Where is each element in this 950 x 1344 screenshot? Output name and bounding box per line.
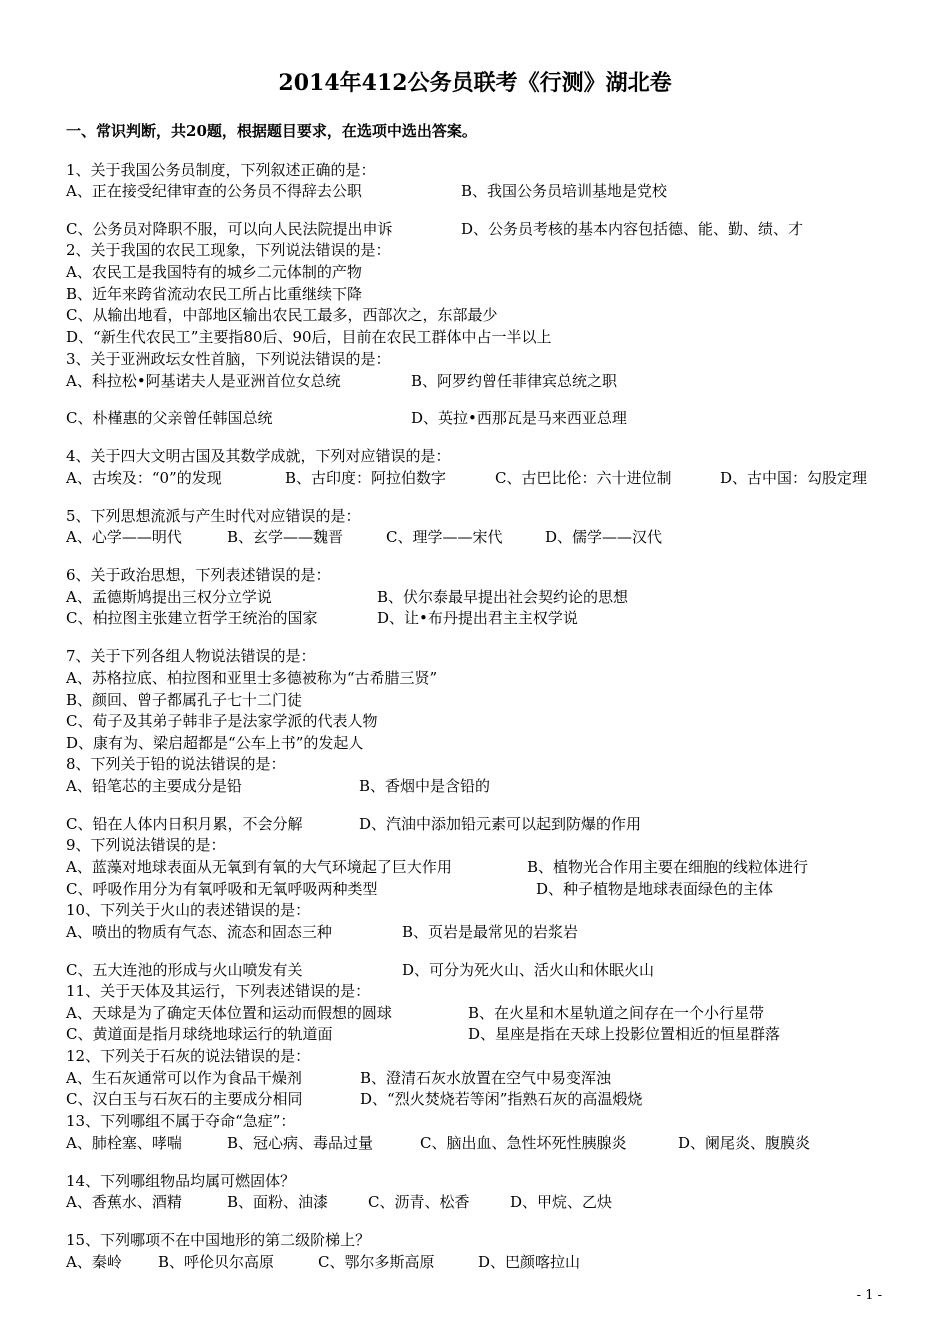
question-option: D、康有为、梁启超都是“公车上书”的发起人 <box>66 734 364 752</box>
question-option: D、英拉•西那瓦是马来西亚总理 <box>411 409 627 427</box>
question-option: B、面粉、油漆 <box>227 1193 329 1211</box>
question-option: D、儒学——汉代 <box>545 528 663 546</box>
question-option: D、种子植物是地球表面绿色的主体 <box>536 880 774 898</box>
question-stem: 3、关于亚洲政坛女性首脑，下列说法错误的是： <box>66 350 391 368</box>
question-option: A、农民工是我国特有的城乡二元体制的产物 <box>66 263 362 281</box>
question-option: C、呼吸作用分为有氧呼吸和无氧呼吸两种类型 <box>66 880 378 898</box>
question-option: D、甲烷、乙炔 <box>510 1193 613 1211</box>
question-option: B、伏尔泰最早提出社会契约论的思想 <box>377 588 629 606</box>
question-option: C、汉白玉与石灰石的主要成分相同 <box>66 1090 303 1108</box>
page-title: 2014年412公务员联考《行测》湖北卷 <box>278 70 672 96</box>
question-option: C、公务员对降职不服，可以向人民法院提出申诉 <box>66 220 393 238</box>
question-stem: 13、下列哪组不属于夺命“急症”： <box>66 1112 296 1130</box>
question-stem: 1、关于我国公务员制度，下列叙述正确的是： <box>66 161 376 179</box>
question-option: C、朴槿惠的父亲曾任韩国总统 <box>66 409 273 427</box>
question-option: D、阑尾炎、腹膜炎 <box>678 1134 811 1152</box>
question-option: D、公务员考核的基本内容包括德、能、勤、绩、才 <box>461 220 804 238</box>
question-option: B、植物光合作用主要在细胞的线粒体进行 <box>527 858 809 876</box>
question-option: B、呼伦贝尔高原 <box>158 1253 275 1271</box>
question-stem: 7、关于下列各组人物说法错误的是： <box>66 647 316 665</box>
question-option: A、正在接受纪律审查的公务员不得辞去公职 <box>66 182 362 200</box>
question-option: B、澄清石灰水放置在空气中易变浑浊 <box>360 1069 612 1087</box>
question-option: C、古巴比伦：六十进位制 <box>495 469 672 487</box>
page-number: - 1 - <box>856 1288 882 1303</box>
question-stem: 6、关于政治思想，下列表述错误的是： <box>66 566 331 584</box>
question-option: C、从输出地看，中部地区输出农民工最多，西部次之，东部最少 <box>66 306 498 324</box>
question-option: D、星座是指在天球上投影位置相近的恒星群落 <box>468 1025 781 1043</box>
question-option: B、近年来跨省流动农民工所占比重继续下降 <box>66 285 363 303</box>
question-option: A、苏格拉底、柏拉图和亚里士多德被称为“古希腊三贤” <box>66 669 438 687</box>
question-option: A、科拉松•阿基诺夫人是亚洲首位女总统 <box>66 372 341 390</box>
question-stem: 12、下列关于石灰的说法错误的是： <box>66 1047 311 1065</box>
question-option: D、“烈火焚烧若等闲”指熟石灰的高温煅烧 <box>360 1090 643 1108</box>
question-option: C、脑出血、急性坏死性胰腺炎 <box>420 1134 627 1152</box>
question-option: D、古中国：勾股定理 <box>720 469 868 487</box>
question-option: A、生石灰通常可以作为食品干燥剂 <box>66 1069 302 1087</box>
question-option: C、铅在人体内日积月累，不会分解 <box>66 815 303 833</box>
question-option: A、喷出的物质有气态、流态和固态三种 <box>66 923 332 941</box>
question-option: D、可分为死火山、活火山和休眠火山 <box>402 961 655 979</box>
question-option: D、让•布丹提出君主主权学说 <box>377 609 578 627</box>
question-option: C、柏拉图主张建立哲学王统治的国家 <box>66 609 318 627</box>
question-option: A、天球是为了确定天体位置和运动而假想的圆球 <box>66 1004 392 1022</box>
question-option: B、香烟中是含铅的 <box>359 777 491 795</box>
question-option: C、黄道面是指月球绕地球运行的轨道面 <box>66 1025 333 1043</box>
question-option: C、荀子及其弟子韩非子是法家学派的代表人物 <box>66 712 378 730</box>
question-stem: 2、关于我国的农民工现象，下列说法错误的是： <box>66 241 391 259</box>
question-option: B、在火星和木星轨道之间存在一个小行星带 <box>468 1004 765 1022</box>
question-option: A、孟德斯鸠提出三权分立学说 <box>66 588 272 606</box>
question-option: C、五大连池的形成与火山喷发有关 <box>66 961 303 979</box>
question-option: A、心学——明代 <box>66 528 182 546</box>
question-option: B、页岩是最常见的岩浆岩 <box>402 923 579 941</box>
question-stem: 15、下列哪项不在中国地形的第二级阶梯上？ <box>66 1231 371 1249</box>
question-option: D、巴颜喀拉山 <box>478 1253 581 1271</box>
question-stem: 4、关于四大文明古国及其数学成就，下列对应错误的是： <box>66 447 451 465</box>
question-option: A、古埃及：“0”的发现 <box>66 469 222 487</box>
question-option: C、鄂尔多斯高原 <box>318 1253 435 1271</box>
question-option: D、汽油中添加铅元素可以起到防爆的作用 <box>359 815 642 833</box>
question-stem: 14、下列哪组物品均属可燃固体？ <box>66 1172 296 1190</box>
question-option: C、理学——宋代 <box>386 528 503 546</box>
question-option: B、我国公务员培训基地是党校 <box>461 182 668 200</box>
question-option: B、古印度：阿拉伯数字 <box>285 469 447 487</box>
question-option: B、玄学——魏晋 <box>227 528 344 546</box>
question-option: A、铅笔芯的主要成分是铅 <box>66 777 242 795</box>
question-stem: 10、下列关于火山的表述错误的是： <box>66 901 311 919</box>
question-option: C、沥青、松香 <box>368 1193 470 1211</box>
question-option: A、蓝藻对地球表面从无氧到有氧的大气环境起了巨大作用 <box>66 858 452 876</box>
question-option: A、香蕉水、酒精 <box>66 1193 182 1211</box>
question-option: A、秦岭 <box>66 1253 122 1271</box>
question-option: B、阿罗约曾任菲律宾总统之职 <box>411 372 618 390</box>
question-option: D、“新生代农民工”主要指80后、90后，目前在农民工群体中占一半以上 <box>66 328 552 346</box>
question-option: B、颜回、曾子都属孔子七十二门徒 <box>66 691 303 709</box>
question-stem: 5、下列思想流派与产生时代对应错误的是： <box>66 507 361 525</box>
question-option: B、冠心病、毒品过量 <box>227 1134 374 1152</box>
question-stem: 9、下列说法错误的是： <box>66 836 226 854</box>
question-stem: 11、关于天体及其运行，下列表述错误的是： <box>66 982 371 1000</box>
question-stem: 8、下列关于铅的说法错误的是： <box>66 755 286 773</box>
question-option: A、肺栓塞、哮喘 <box>66 1134 182 1152</box>
section-heading: 一、常识判断，共20题，根据题目要求，在选项中选出答案。 <box>66 122 477 140</box>
